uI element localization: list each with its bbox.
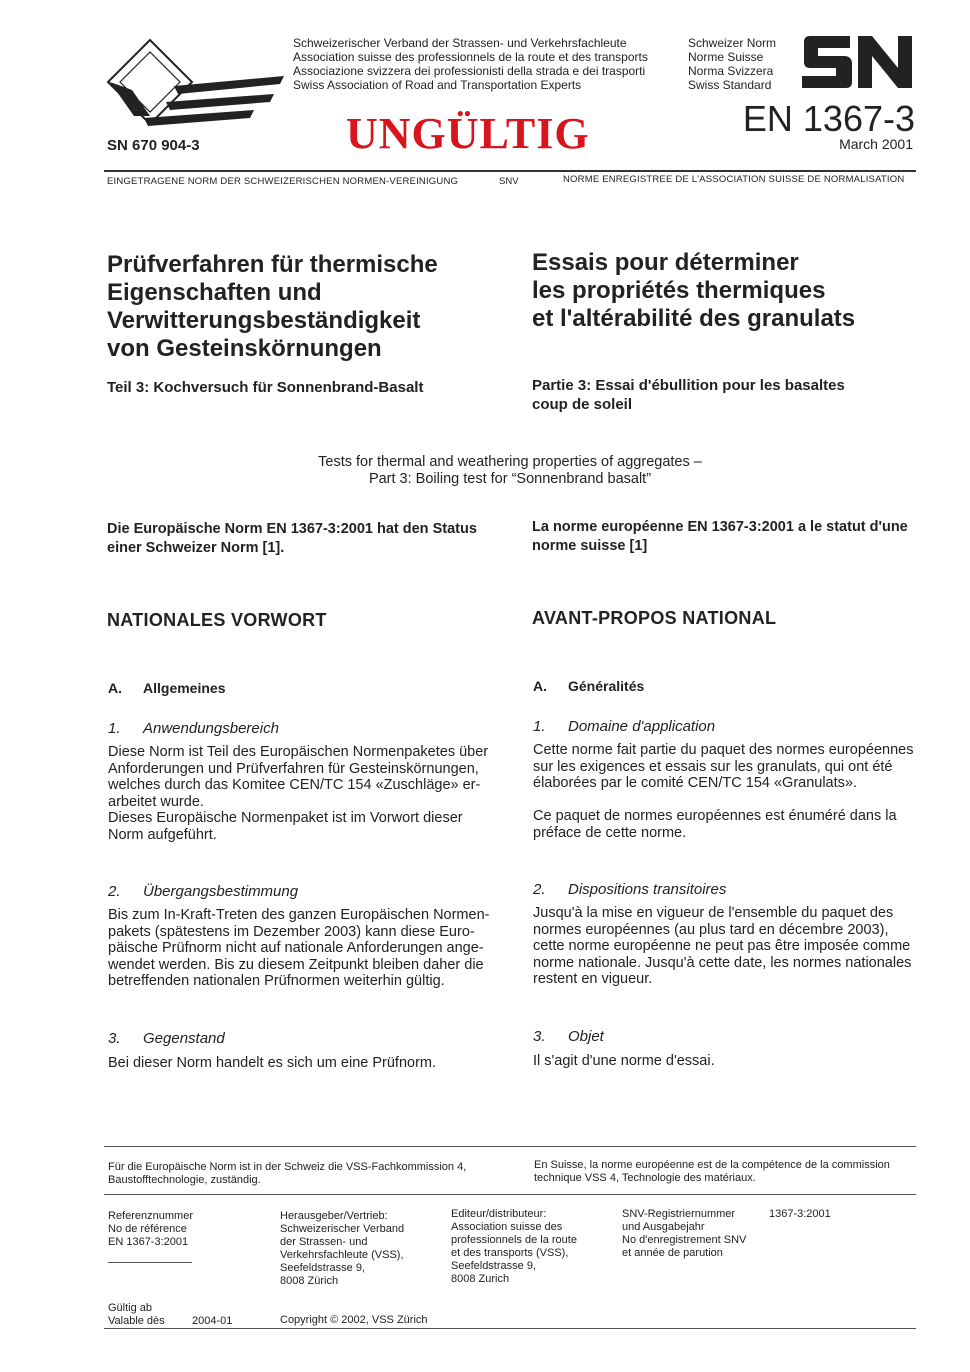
vss-logo [104, 38, 286, 126]
publication-date: March 2001 [839, 136, 913, 152]
reference-number: Referenznummer No de référence EN 1367-3:2001 [108, 1210, 193, 1248]
item-2-fr: 2. Dispositions transitoires [533, 881, 727, 898]
foreword-heading-fr: AVANT-PROPOS NATIONAL [532, 608, 777, 628]
item-3-fr: 3. Objet [533, 1028, 604, 1045]
status-fr: La norme européenne EN 1367-3:2001 a le statut d'une norme suisse [1] [532, 519, 908, 554]
paragraph-1b-fr: Ce paquet de normes européennes est énuméré dans la préface de cette norme. [533, 808, 897, 841]
association-line: Associazione svizzera dei professionisti della strada e dei trasporti [293, 64, 646, 78]
foreword-heading-de: NATIONALES VORWORT [107, 610, 327, 630]
sn-logo [800, 34, 916, 90]
section-a-de: A. Allgemeines [108, 680, 226, 696]
valid-from-label: Gültig ab Valable dès [108, 1302, 165, 1327]
title-fr: Essais pour déterminer les propriétés thermiques et l'altérabilité des granulats [532, 249, 856, 332]
item-1-de: 1. Anwendungsbereich [108, 720, 279, 737]
item-2-de: 2. Übergangsbestimmung [108, 883, 299, 900]
sn-number: SN 670 904-3 [107, 137, 200, 154]
competence-de: Für die Europäische Norm ist in der Schweiz die VSS-Fachkommission 4, Baustofftechnologie, zuständig. [108, 1161, 467, 1186]
snv-registration-value: 1367-3:2001 [769, 1208, 831, 1220]
norm-label: Schweizer Norm [688, 36, 777, 50]
invalid-stamp: UNGÜLTIG [346, 109, 590, 158]
copyright: Copyright © 2002, VSS Zürich [280, 1314, 428, 1326]
norm-label: Norma Svizzera [688, 64, 774, 78]
publisher-de: Herausgeber/Vertrieb: Schweizerischer Verband der Strassen- und Verkehrsfachleute (VSS), Seefeldstrasse 9, 8008 Zürich [280, 1210, 405, 1287]
paragraph-3-de: Bei dieser Norm handelt es sich um eine Prüfnorm. [108, 1055, 437, 1071]
valid-from-date: 2004-01 [192, 1315, 233, 1327]
association-line: Schweizerischer Verband der Strassen- und Verkehrsfachleute [293, 36, 627, 50]
part-title-de: Teil 3: Kochversuch für Sonnenbrand-Basalt [107, 379, 424, 396]
status-de: Die Europäische Norm EN 1367-3:2001 hat den Status einer Schweizer Norm [1]. [107, 521, 477, 556]
registered-label-fr: NORME ENREGISTREE DE L'ASSOCIATION SUISSE DE NORMALISATION [563, 174, 905, 185]
paragraph-3-fr: Il s'agit d'une norme d'essai. [533, 1053, 715, 1069]
snv-registration: SNV-Registriernummer und Ausgabejahr No d'enregistrement SNV et année de parution [622, 1208, 747, 1259]
title-en: Tests for thermal and weathering properties of aggregates – Part 3: Boiling test for “Sonnenbrand basalt” [318, 454, 702, 487]
title-de: Prüfverfahren für thermische Eigenschaften und Verwitterungsbeständigkeit von Gesteinskörnungen [107, 251, 438, 362]
norm-label: Swiss Standard [688, 78, 772, 92]
paragraph-2-fr: Jusqu'à la mise en vigueur de l'ensemble du paquet des normes européennes (au plus tard en décembre 2003), cette norme européenne ne peut pas être imposée comme norme nationale. Jusqu'à cette date, les normes nationales restent en vigueur. [533, 905, 912, 988]
part-title-fr: Partie 3: Essai d'ébullition pour les basaltes coup de soleil [532, 377, 845, 413]
item-3-de: 3. Gegenstand [108, 1030, 225, 1047]
en-number: EN 1367-3 [742, 98, 915, 139]
paragraph-2-de: Bis zum In-Kraft-Treten des ganzen Europäischen Normen- pakets (spätestens im Dezember 2003) kann diese Euro- päische Prüfnorm nicht auf nationale Anforderungen ange- wendet werden. Bis zu diesem Zeitpunkt bleiben daher die betreffenden nationalen Prüfnormen weiterhin gültig. [108, 907, 490, 990]
section-a-fr: A. Généralités [533, 678, 645, 694]
paragraph-1-de: Diese Norm ist Teil des Europäischen Normenpaketes über Anforderungen und Prüfverfahren für Gesteinskörnungen, welches durch das Komitee CEN/TC 154 «Zuschläge» er- arbeitet wurde. Dieses Europäische Normenpaket ist im Vorwort dieser Norm aufgeführt. [108, 744, 489, 843]
registered-label-de: EINGETRAGENE NORM DER SCHWEIZERISCHEN NORMEN-VEREINIGUNG [107, 176, 459, 187]
item-1-fr: 1. Domaine d'application [533, 718, 716, 735]
association-line: Association suisse des professionnels de la route et des transports [293, 50, 648, 64]
snv-label: SNV [499, 176, 519, 187]
association-line: Swiss Association of Road and Transportation Experts [293, 78, 582, 92]
norm-label: Norme Suisse [688, 50, 764, 64]
publisher-fr: Editeur/distributeur: Association suisse des professionnels de la route et des transports (VSS), Seefeldstrasse 9, 8008 Zurich [451, 1208, 577, 1285]
competence-fr: En Suisse, la norme européenne est de la compétence de la commission technique VSS 4, Technologie des matériaux. [534, 1159, 890, 1184]
paragraph-1-fr: Cette norme fait partie du paquet des normes européennes sur les exigences et essais sur les granulats, qui ont été élaborées par le comité CEN/TC 154 «Granulats». [533, 742, 914, 792]
